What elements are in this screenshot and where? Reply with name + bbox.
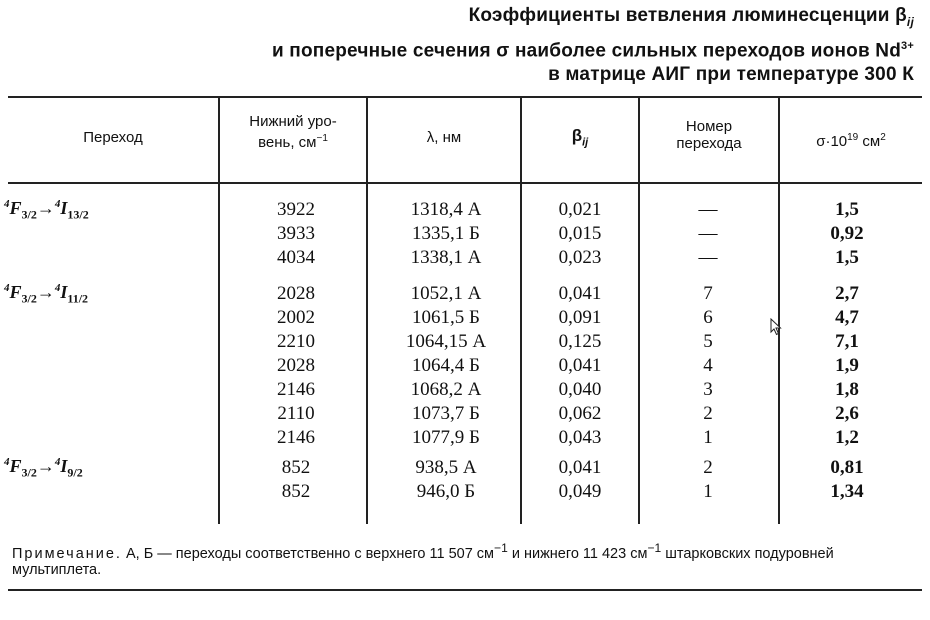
header-bottom-rule xyxy=(8,182,922,184)
lower-level-column xyxy=(232,282,360,450)
table-cell: 3 xyxy=(703,379,713,400)
table-cell: 1068,2 А xyxy=(410,379,482,400)
table-cell: 0,041 xyxy=(558,283,602,304)
title-line-1: Коэффициенты ветвления люминесценции $\beta_{ij}$ xyxy=(468,5,914,29)
table-cell: 1,5 xyxy=(835,247,859,268)
table-cell: 2146 xyxy=(277,427,315,448)
table-cell: 5 xyxy=(703,331,713,352)
table-cell: 852 xyxy=(281,457,311,478)
table-cell: 1338,1 А xyxy=(410,247,482,268)
header-beta: $\beta_{ij}$ xyxy=(571,126,589,149)
header-transition-number: Номер перехода xyxy=(676,118,742,152)
table-cell: 1 xyxy=(703,427,713,448)
table-cell: 1077,9 Б xyxy=(412,427,480,448)
table-cell: 0,041 xyxy=(558,355,602,376)
table-cell: 4 xyxy=(703,355,713,376)
table-cell: 1335,1 Б xyxy=(412,223,480,244)
column-divider xyxy=(520,98,522,524)
cross-section-column xyxy=(782,282,912,450)
table-cell: 7 xyxy=(703,283,713,304)
table-cell: — xyxy=(698,247,718,268)
table-cell: 0,043 xyxy=(558,427,602,448)
table-cell: 1073,7 Б xyxy=(412,403,480,424)
table-cell: 852 xyxy=(281,481,311,502)
table-cell: 2,6 xyxy=(835,403,859,424)
note-label: Примечание. xyxy=(12,545,122,562)
table-cell: 1,5 xyxy=(835,199,859,220)
table-cell: 2 xyxy=(703,403,713,424)
table-cell: 0,091 xyxy=(558,307,602,328)
cross-section-column xyxy=(782,198,912,270)
table-cell: 0,92 xyxy=(830,223,864,244)
table-cell: 0,021 xyxy=(558,199,602,220)
table-note: Примечание. А, Б — переходы соответственно с верхнего 11 507 $см^{-1}$ и нижнего 11 423 $см^{-1}$ штарковских подуровней мультиплета. xyxy=(12,541,834,578)
table-cell: 2,7 xyxy=(835,283,859,304)
table-cell: 0,015 xyxy=(558,223,602,244)
table-cell: 938,5 А xyxy=(415,457,477,478)
table-cell: 2028 xyxy=(277,283,315,304)
column-divider xyxy=(366,98,368,524)
title-line-3: в матрице АИГ при температуре 300 К xyxy=(548,64,914,86)
transition-label: $^4F_{3/2}\to^4I_{13/2}$ xyxy=(4,198,89,222)
transition-number-column xyxy=(640,456,776,504)
table-top-rule xyxy=(8,96,922,98)
table-cell: 1061,5 Б xyxy=(412,307,480,328)
table-cell: 6 xyxy=(703,307,713,328)
cross-section-column xyxy=(782,456,912,504)
table-cell: 0,023 xyxy=(558,247,602,268)
table-cell: 3933 xyxy=(277,223,315,244)
header-wavelength: λ, нм xyxy=(426,129,462,146)
table-cell: 1064,4 Б xyxy=(412,355,480,376)
table-cell: — xyxy=(698,223,718,244)
header-lower-level: Нижний уро- вень, $см^{-1}$ xyxy=(249,113,337,151)
table-cell: 2110 xyxy=(277,403,315,424)
table-cell: 2002 xyxy=(277,307,315,328)
table-cell: 0,125 xyxy=(558,331,602,352)
header-transition: Переход xyxy=(83,129,143,146)
wavelength-column xyxy=(372,198,520,270)
wavelength-column xyxy=(372,456,520,504)
transition-label: $^4F_{3/2}\to^4I_{11/2}$ xyxy=(4,282,89,306)
beta-column xyxy=(524,282,636,450)
table-cell: 0,062 xyxy=(558,403,602,424)
wavelength-column xyxy=(372,282,520,450)
column-divider xyxy=(218,98,220,524)
table-cell: 2 xyxy=(703,457,713,478)
table-cell: 7,1 xyxy=(835,331,859,352)
table-cell: 1318,4 А xyxy=(410,199,482,220)
lower-level-column xyxy=(232,198,360,270)
beta-column xyxy=(524,198,636,270)
table-cell: 1052,1 А xyxy=(410,283,482,304)
table-cell: 1064,15 А xyxy=(405,331,487,352)
table-title xyxy=(272,4,914,87)
table-cell: 4034 xyxy=(277,247,315,268)
table-cell: — xyxy=(698,199,718,220)
table-bottom-rule xyxy=(8,589,922,591)
table-cell: 4,7 xyxy=(835,307,859,328)
table-cell: 0,040 xyxy=(558,379,602,400)
beta-column xyxy=(524,456,636,504)
table-cell: 1,8 xyxy=(835,379,859,400)
lower-level-column xyxy=(232,456,360,504)
table-cell: 1,2 xyxy=(835,427,859,448)
table-cell: 1 xyxy=(703,481,713,502)
transition-label: $^4F_{3/2}\to^4I_{9/2}$ xyxy=(4,456,83,480)
column-divider xyxy=(778,98,780,524)
mouse-pointer-icon xyxy=(770,318,782,341)
table-cell: 3922 xyxy=(277,199,315,220)
table-cell: 946,0 Б xyxy=(416,481,476,502)
table-cell: 1,9 xyxy=(835,355,859,376)
table-cell: 0,81 xyxy=(830,457,864,478)
table-cell: 2028 xyxy=(277,355,315,376)
table-cell: 2146 xyxy=(277,379,315,400)
table-cell: 2210 xyxy=(277,331,315,352)
table-cell: 0,049 xyxy=(558,481,602,502)
table-cell: 0,041 xyxy=(558,457,602,478)
transition-number-column xyxy=(640,198,776,270)
transition-number-column xyxy=(640,282,776,450)
header-cross-section: $\sigma\cdot 10^{19}$ $см^2$ xyxy=(816,132,886,150)
title-line-2: и поперечные сечения σ наиболее сильных переходов ионов $Nd^{3+}$ xyxy=(271,39,914,62)
table-cell: 1,34 xyxy=(830,481,864,502)
